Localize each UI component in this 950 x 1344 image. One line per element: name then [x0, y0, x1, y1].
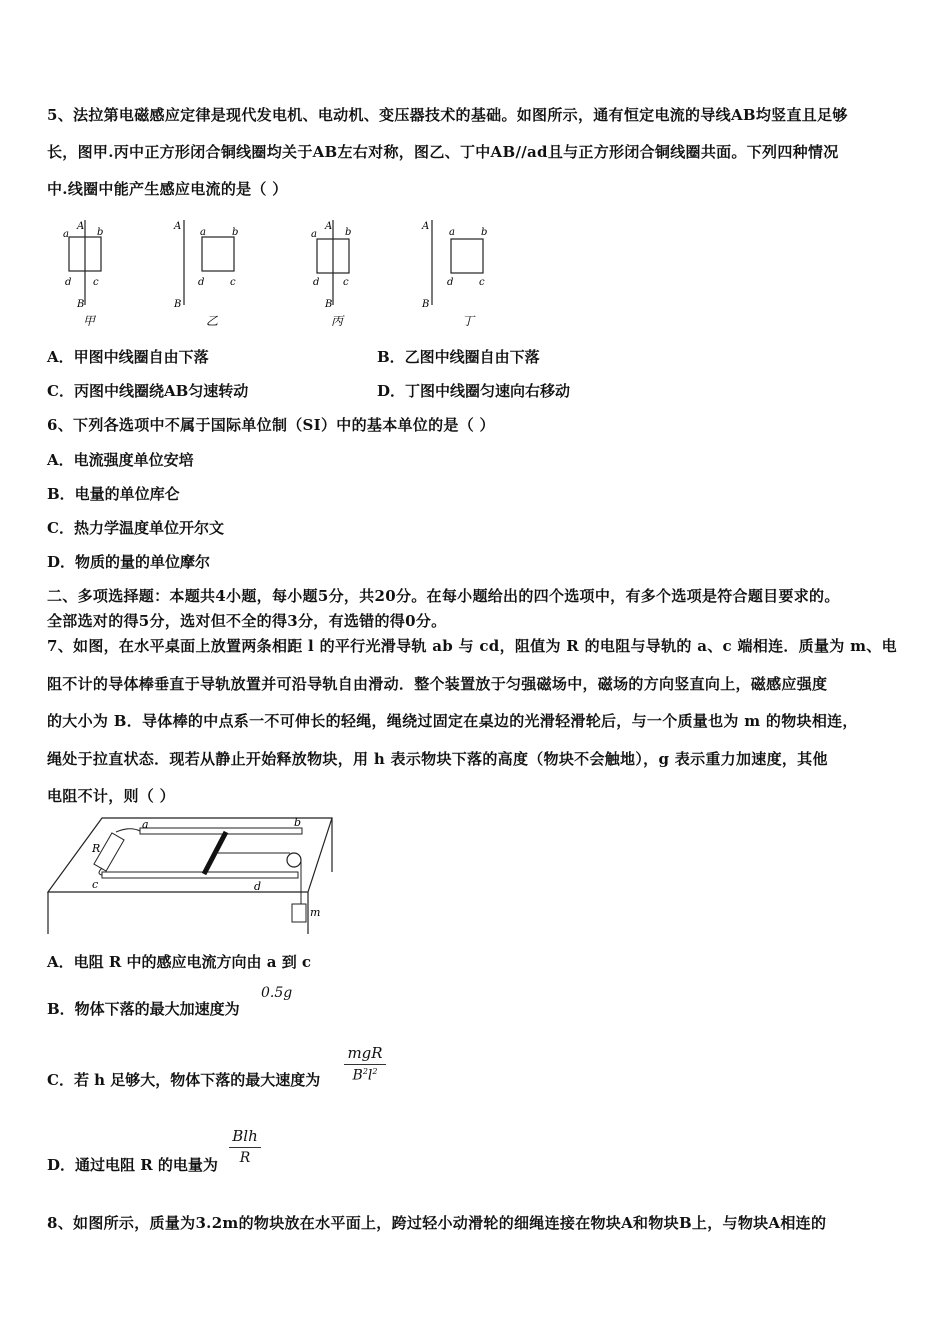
- label-b: b: [345, 227, 352, 238]
- label-A: A: [174, 221, 182, 232]
- section2-line2: 全部选对的得5分，选对但不全的得3分，有选错的得0分。: [47, 612, 447, 630]
- label-b: b: [481, 227, 488, 238]
- section2-line1: 二、多项选择题：本题共4小题，每小题5分，共20分。在每小题给出的四个选项中，有多个选项是符合题目要求的。: [47, 587, 840, 605]
- label-R: R: [92, 842, 101, 855]
- caption: 乙: [206, 314, 219, 328]
- fraction-denominator: $B^2l^2$: [352, 1067, 378, 1084]
- q7-figure-rails: [44, 812, 344, 937]
- label-a: a: [142, 818, 149, 831]
- label-c: c: [343, 277, 349, 288]
- label-a: a: [63, 229, 69, 240]
- label-b: b: [97, 227, 104, 238]
- label-d: d: [447, 277, 454, 288]
- fraction-denominator: R: [239, 1150, 251, 1166]
- q5-option-d[interactable]: D．丁图中线圈匀速向右移动: [377, 382, 571, 400]
- q7-option-b[interactable]: B．物体下落的最大加速度为: [47, 1000, 240, 1018]
- pulley: [287, 853, 301, 867]
- q5-figure-ding: [420, 215, 500, 330]
- label-d: d: [254, 880, 262, 893]
- rail-ab: [140, 828, 302, 834]
- q5-stem-line1: 5、法拉第电磁感应定律是现代发电机、电动机、变压器技术的基础。如图所示，通有恒定电流的导线AB均竖直且足够: [47, 106, 848, 124]
- q5-option-b[interactable]: B．乙图中线圈自由下落: [377, 348, 540, 366]
- label-A: A: [422, 221, 430, 232]
- caption: 甲: [83, 314, 96, 328]
- label-b: b: [232, 227, 239, 238]
- fraction-bar: [344, 1064, 386, 1065]
- block-m: [292, 904, 306, 922]
- q5-figure-jia: [55, 215, 125, 330]
- q7-option-c[interactable]: C．若 h 足够大，物体下落的最大速度为: [47, 1071, 321, 1089]
- q7-option-b-value: 0.5g: [261, 985, 293, 1001]
- label-d: d: [313, 277, 320, 288]
- q7-option-d-fraction: [229, 1127, 261, 1166]
- q7-option-d[interactable]: D．通过电阻 R 的电量为: [47, 1156, 218, 1174]
- q7-stem-line5: 电阻不计，则（ ）: [47, 787, 175, 805]
- q7-stem-line4: 绳处于拉直状态．现若从静止开始释放物块，用 h 表示物块下落的高度（物块不会触地），g 表示重力加速度，其他: [47, 750, 828, 768]
- q7-stem-line1: 7、如图，在水平桌面上放置两条相距 l 的平行光滑导轨 ab 与 cd，阻值为 R 的电阻与导轨的 a、c 端相连．质量为 m、电: [47, 637, 897, 655]
- q5-figure-yi: [170, 215, 250, 330]
- wire-to-a: [116, 829, 140, 832]
- label-d: d: [65, 277, 72, 288]
- q5-option-c[interactable]: C．丙图中线圈绕AB匀速转动: [47, 382, 249, 400]
- label-c: c: [479, 277, 485, 288]
- q7-stem-line3: 的大小为 B．导体棒的中点系一不可伸长的轻绳，绳绕过固定在桌边的光滑轻滑轮后，与一个质量也为 m 的物块相连，: [47, 712, 858, 730]
- label-a: a: [449, 227, 455, 238]
- label-c: c: [230, 277, 236, 288]
- label-B: B: [422, 299, 430, 310]
- q7-stem-line2: 阻不计的导体棒垂直于导轨放置并可沿导轨自由滑动．整个装置放于匀强磁场中，磁场的方向竖直向上，磁感应强度: [47, 675, 828, 693]
- label-a: a: [200, 227, 206, 238]
- q6-option-a[interactable]: A．电流强度单位安培: [47, 451, 194, 469]
- q7-option-c-fraction: [344, 1044, 386, 1084]
- label-A: A: [325, 221, 333, 232]
- label-B: B: [174, 299, 182, 310]
- q6-option-b[interactable]: B．电量的单位库仑: [47, 485, 180, 503]
- q7-option-a[interactable]: A．电阻 R 中的感应电流方向由 a 到 c: [47, 953, 312, 971]
- rail-cd: [102, 872, 298, 878]
- label-c: c: [92, 878, 99, 891]
- label-A: A: [77, 221, 85, 232]
- q5-stem-line3: 中.线圈中能产生感应电流的是（ ）: [47, 180, 288, 198]
- label-B: B: [325, 299, 333, 310]
- caption: 丙: [331, 314, 344, 328]
- label-b: b: [294, 816, 302, 829]
- label-c: c: [93, 277, 99, 288]
- q6-stem: 6、下列各选项中不属于国际单位制（SI）中的基本单位的是（ ）: [47, 416, 495, 434]
- label-a: a: [311, 229, 317, 240]
- q5-figure-bing: [305, 215, 375, 330]
- coil-square: [451, 239, 483, 273]
- q8-stem-line1: 8、如图所示，质量为3.2m的物块放在水平面上，跨过轻小动滑轮的细绳连接在物块A和物块B上，与物块A相连的: [47, 1214, 827, 1232]
- fraction-numerator: Blh: [232, 1127, 258, 1145]
- coil-square: [202, 237, 234, 271]
- q6-option-d[interactable]: D．物质的量的单位摩尔: [47, 553, 211, 571]
- fraction-numerator: mgR: [347, 1044, 383, 1062]
- label-B: B: [77, 299, 85, 310]
- label-m: m: [310, 906, 321, 919]
- caption: 丁: [462, 314, 475, 328]
- q5-option-a[interactable]: A．甲图中线圈自由下落: [47, 348, 209, 366]
- fraction-bar: [229, 1147, 261, 1148]
- label-d: d: [198, 277, 205, 288]
- q5-stem-line2: 长，图甲.丙中正方形闭合铜线圈均关于AB左右对称，图乙、丁中AB//ad且与正方形闭合铜线圈共面。下列四种情况: [47, 143, 839, 161]
- q6-option-c[interactable]: C．热力学温度单位开尔文: [47, 519, 224, 537]
